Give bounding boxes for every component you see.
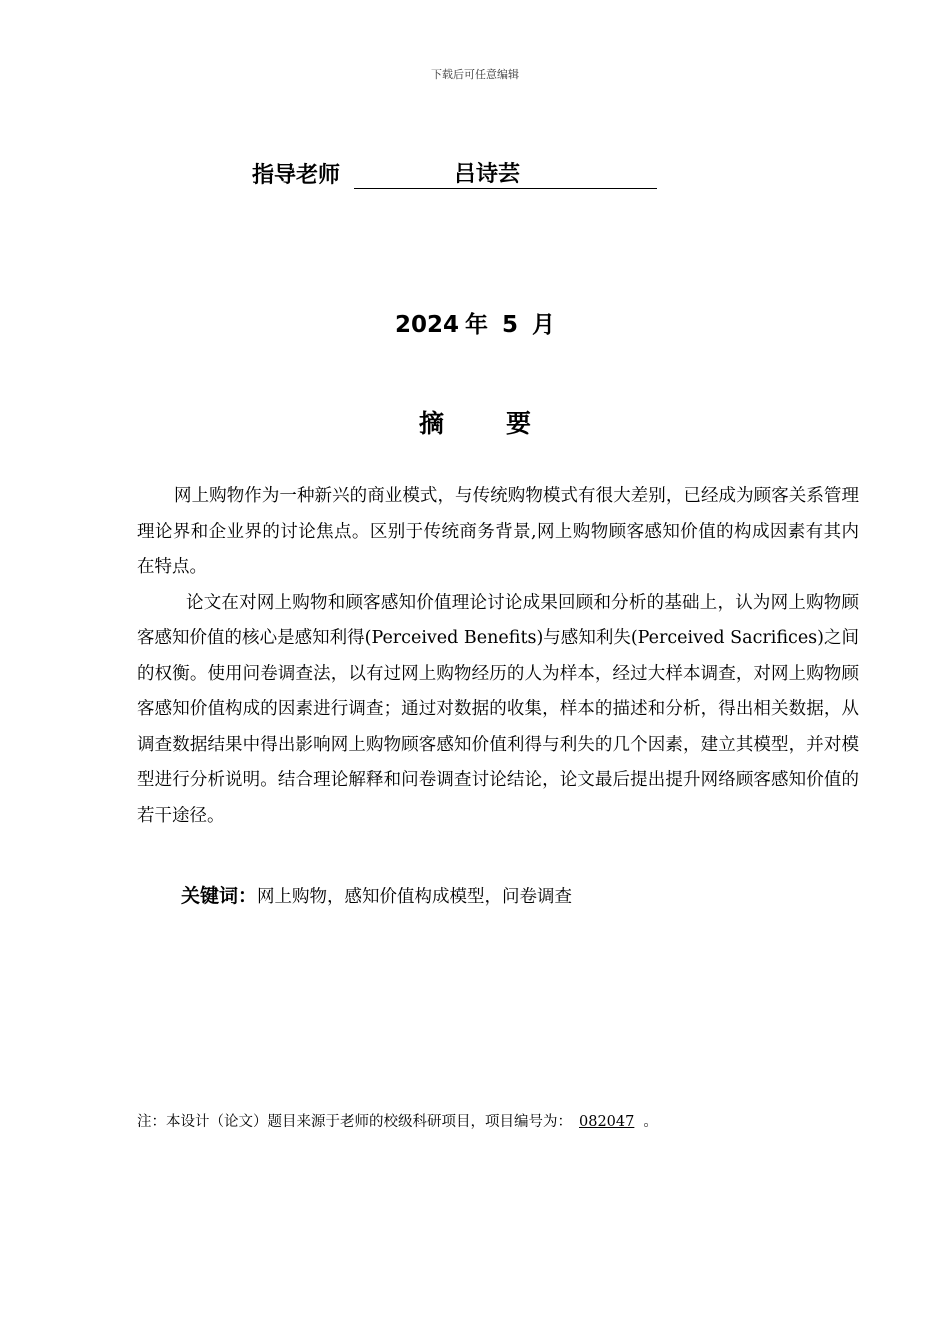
footnote [137,1110,658,1131]
advisor-row [252,158,657,189]
date-year-unit: 年 [464,312,488,338]
footnote-prefix: 注：本设计（论文）题目来源于老师的校级科研项目，项目编号为： [137,1114,572,1130]
advisor-name: 吕诗芸 [454,162,521,187]
keywords-row [181,881,572,908]
date-year: 2024 [394,312,459,338]
project-number: 082047 [579,1114,635,1130]
footnote-suffix: 。 [643,1114,658,1130]
keywords-label: 关键词： [181,885,258,907]
abstract-title: 摘要 [418,409,593,438]
advisor-underline [354,162,657,189]
advisor-label: 指导老师 [252,163,341,188]
date-month: 5 [502,312,519,338]
abstract-paragraph-1: 网上购物作为一种新兴的商业模式，与传统购物模式有很大差别，已经成为顾客关系管理理论界和企业界的讨论焦点。区别于传统商务背景,网上购物顾客感知价值的构成因素有其内在特点。 [137,486,859,577]
abstract-paragraph-2: 论文在对网上购物和顾客感知价值理论讨论成果回顾和分析的基础上，认为网上购物顾客感知价值的核心是感知利得(Perceived Benefits)与感知利失(Perceived Sacrifices)之间的权衡。使用问卷调查法，以有过网上购物经历的人为样本，经过大样本调查，对网上购物顾客感知价值构成的因素进行调查；通过对数据的收集，样本的描述和分析，得出相关数据，从调查数据结果中得出影响网上购物顾客感知价值利得与利失的几个因素，建立其模型，并对模型进行分析说明。结合理论解释和问卷调查讨论结论，论文最后提出提升网络顾客感知价值的若干途径。 [137,592,859,826]
submission-date [0,306,950,339]
date-month-unit: 月 [532,312,556,338]
keywords-value: 网上购物，感知价值构成模型，问卷调查 [257,887,573,907]
page-header: 下载后可任意编辑 [431,68,519,81]
abstract-body [137,479,859,834]
